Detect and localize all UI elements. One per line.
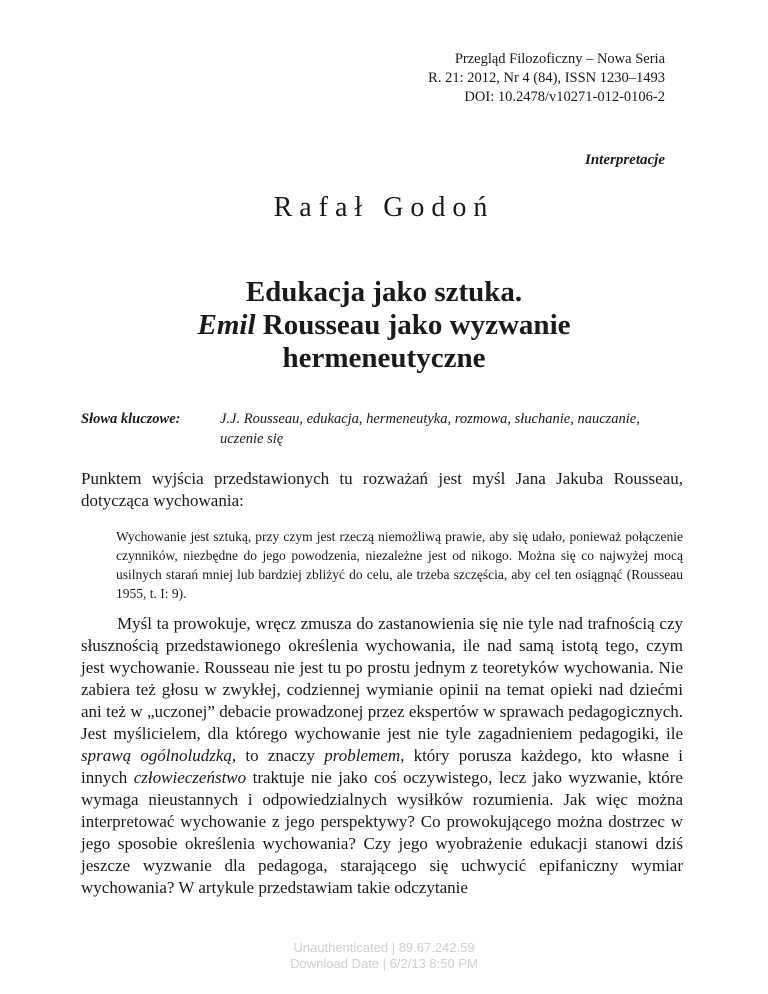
block-quote: Wychowanie jest sztuką, przy czym jest rzeczą niemożliwą prawie, aby się udało, ponieważ połączenie czynników, niezbędne do jego powodzenia, niezależne jest od nikogo. Można się co najwyżej mocą usilnych starań mniej lub bardziej zbliżyć do celu, ale trzeba szczęścia, aby cel ten osiągnąć (Rousseau 1955, t. I: 9).	[116, 529, 683, 601]
keywords-list: J.J. Rousseau, edukacja, hermeneutyka, rozmowa, słuchanie, nauczanie, uczenie się	[220, 411, 640, 447]
body-paragraph	[81, 613, 683, 899]
title-emphasis: Emil	[197, 309, 256, 341]
download-watermark	[0, 940, 768, 972]
watermark-date: Download Date | 6/2/13 8:50 PM	[290, 956, 478, 971]
journal-name: Przegląd Filozoficzny – Nowa Seria	[454, 51, 665, 67]
title-line-2-rest: Rousseau jako wyzwanie	[255, 309, 571, 341]
body-text: traktuje nie jako coś oczywistego, lecz jako wyzwanie, które wymaga nieustannych i odpowiedzialnych wysiłków rozumienia. Jak więc można interpretować wychowanie z jego perspektywy? Co prowokującego można dostrzec w jego sposobie określenia wychowania? Czy jego wyobrażenie edukacji stanowi dziś jeszcze wyzwanie dla pedagoga, starającego się uchwycić epifaniczny wymiar wychowania? W artykule przedstawiam takie odczytanie	[81, 768, 683, 897]
journal-volume: R. 21: 2012, Nr 4 (84), ISSN 1230–1493	[428, 70, 665, 86]
section-label: Interpretacje	[585, 152, 665, 168]
title-line-3: hermeneutyczne	[282, 342, 486, 374]
body-emphasis: problemem	[324, 746, 401, 765]
body-text: , który porusza każdego, kto własne i innych	[81, 746, 684, 787]
watermark-ip: Unauthenticated | 89.67.242.59	[293, 940, 475, 955]
body-text: Myśl ta prowokuje, wręcz zmusza do zastanowienia się nie tyle nad trafnością czy słusznością przedstawionego określenia wychowania, ile nad samą istotą tego, czym jest wychowanie. Rousseau nie jest tu po prostu jednym z teoretyków wychowania. Nie zabiera też głosu w zwykłej, codziennej wymianie opinii na temat opieki nad dziećmi ani też w „uczonej” debacie prowadzonej przez ekspertów w sprawach pedagogicznych. Jest myślicielem, dla którego wychowanie jest nie tyle zagadnieniem pedagogiki, ile	[81, 614, 683, 743]
intro-paragraph: Punktem wyjścia przedstawionych tu rozważań jest myśl Jana Jakuba Rousseau, dotycząca wychowania:	[81, 469, 683, 510]
article-title	[0, 276, 768, 375]
title-line-2	[0, 309, 768, 342]
author-name: Rafał Godoń	[273, 192, 495, 223]
body-text: , to znaczy	[231, 746, 325, 765]
body-emphasis: sprawą ogólnoludzką	[81, 746, 232, 765]
title-line-1: Edukacja jako sztuka.	[245, 276, 523, 308]
body-emphasis: człowieczeństwo	[133, 768, 247, 787]
journal-info	[428, 50, 665, 107]
keywords-label: Słowa kluczowe:	[81, 411, 181, 427]
journal-doi: DOI: 10.2478/v10271-012-0106-2	[464, 89, 665, 105]
